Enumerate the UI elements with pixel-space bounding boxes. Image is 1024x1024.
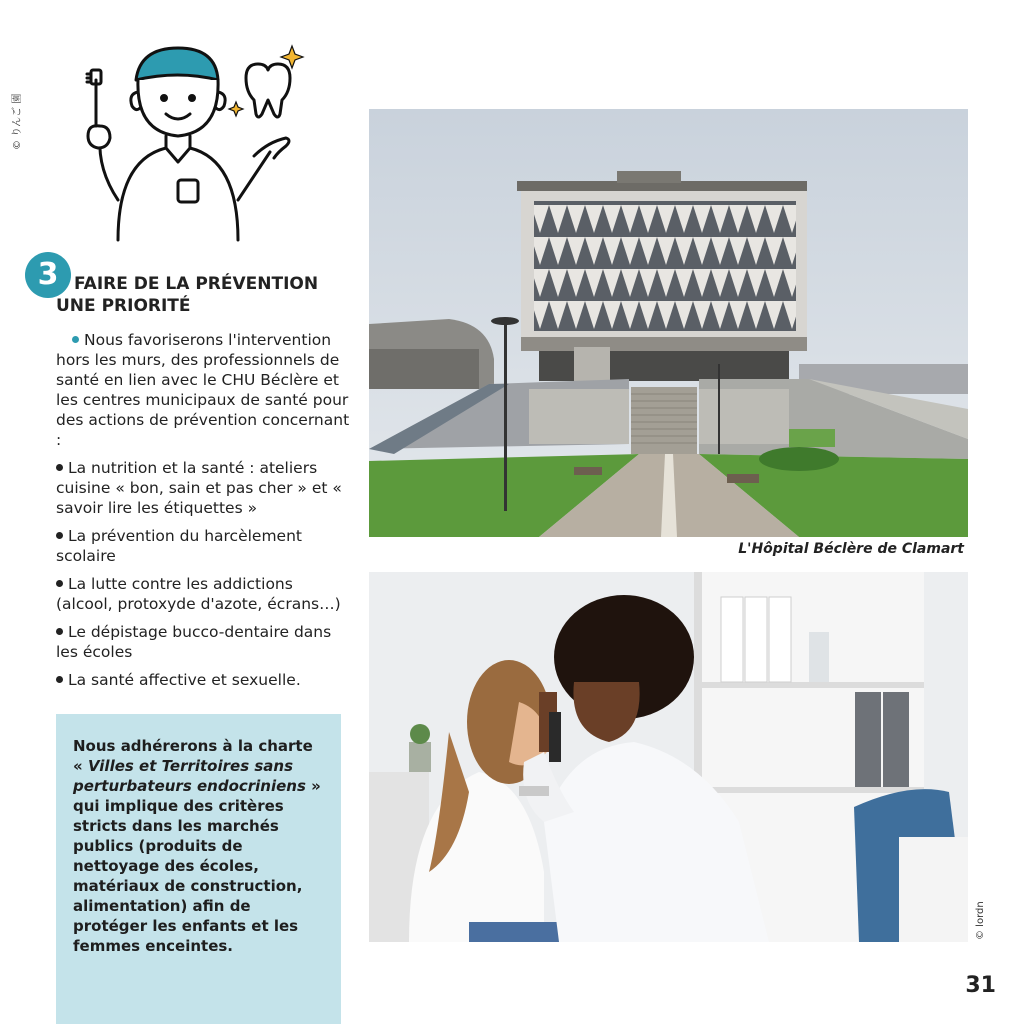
page-number: 31 [965,973,996,998]
intro-text: Nous favoriserons l'intervention hors les murs, des professionnels de santé en lien avec le CHU Béclère et les centres municipaux de santé pour des actions de prévention concernant : [56,331,350,449]
list-item-text: La lutte contre les addictions (alcool, protoxyde d'azote, écrans…) [56,575,341,613]
list-item [56,458,351,518]
hospital-caption: L'Hôpital Béclère de Clamart [738,541,964,557]
section-title-line2: UNE PRIORITÉ [56,296,191,316]
hospital-photo [369,109,968,537]
photo-credit: © lordn [975,901,986,940]
section-title-line1: FAIRE DE LA PRÉVENTION [74,274,319,294]
callout-text-after: » qui implique des critères stricts dans les marchés publics (produits de nettoyage des écoles, matériaux de construction, alimentation) afin de protéger les enfants et les femmes enceintes. [73,777,321,955]
charter-callout [56,714,341,1024]
list-item-text: La santé affective et sexuelle. [68,671,301,689]
list-item [56,622,351,662]
callout-charter-name: Villes et Territoires sans perturbateurs endocriniens [73,757,306,795]
body-text [56,330,351,698]
bullet-icon [56,464,63,471]
section-number-badge: 3 [25,252,71,298]
teal-bullet-icon [72,336,79,343]
bullet-icon [56,628,63,635]
section-title [56,273,336,317]
bullet-icon [56,580,63,587]
doctor-child-photo [369,572,968,942]
list-item [56,670,351,690]
list-item [56,574,351,614]
list-item [56,526,351,566]
list-item-text: La prévention du harcèlement scolaire [56,527,302,565]
bullet-icon [56,532,63,539]
bullet-icon [56,676,63,683]
illustration-credit: © りんご 園 [12,93,23,150]
callout-text-before: Nous adhérerons à la charte « [73,737,313,775]
intro-paragraph [56,330,351,450]
list-item-text: Le dépistage bucco-dentaire dans les écoles [56,623,332,661]
dentist-illustration [78,40,308,250]
list-item-text: La nutrition et la santé : ateliers cuisine « bon, sain et pas cher » et « savoir lire les étiquettes » [56,459,342,517]
